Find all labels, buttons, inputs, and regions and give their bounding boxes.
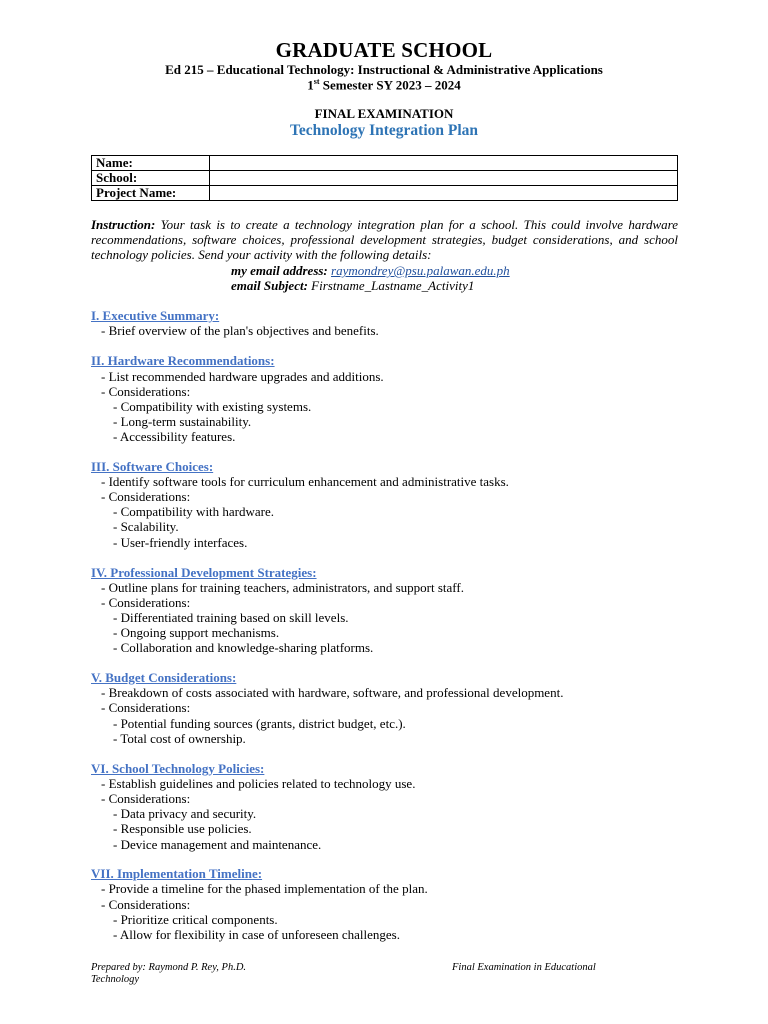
list-item: - Considerations: bbox=[101, 791, 191, 806]
list-subitem: - Responsible use policies. bbox=[113, 821, 252, 836]
list-subitem: - Scalability. bbox=[113, 519, 179, 534]
project-name-field[interactable] bbox=[210, 186, 678, 201]
name-label: Name: bbox=[92, 156, 210, 171]
subject-label: email Subject: bbox=[231, 278, 308, 293]
list-item: - Establish guidelines and policies related to technology use. bbox=[101, 776, 416, 791]
footer-exam-title-continued: Technology bbox=[91, 974, 140, 985]
info-row-name bbox=[92, 156, 678, 171]
list-subitem: - Total cost of ownership. bbox=[113, 731, 246, 746]
info-row-project bbox=[92, 186, 678, 201]
list-subitem: - Differentiated training based on skill levels. bbox=[113, 610, 349, 625]
instruction-label: Instruction: bbox=[91, 217, 156, 232]
list-item: - Considerations: bbox=[101, 595, 191, 610]
course-title: Ed 215 – Educational Technology: Instructional & Administrative Applications bbox=[165, 62, 603, 77]
list-item: - Considerations: bbox=[101, 489, 191, 504]
subject-text: Firstname_Lastname_Activity1 bbox=[307, 278, 475, 293]
exam-title: FINAL EXAMINATION bbox=[314, 106, 454, 121]
section-heading-budget: V. Budget Considerations: bbox=[91, 670, 237, 685]
section-heading-timeline: VII. Implementation Timeline: bbox=[91, 866, 263, 881]
list-subitem: - Compatibility with existing systems. bbox=[113, 399, 312, 414]
list-item: - Breakdown of costs associated with hardware, software, and professional development. bbox=[101, 685, 564, 700]
list-subitem: - User-friendly interfaces. bbox=[113, 535, 248, 550]
list-subitem: - Collaboration and knowledge-sharing platforms. bbox=[113, 640, 374, 655]
info-row-school bbox=[92, 171, 678, 186]
project-name-label: Project Name: bbox=[92, 186, 210, 201]
list-item: - Considerations: bbox=[101, 700, 191, 715]
school-field[interactable] bbox=[210, 171, 678, 186]
school-label: School: bbox=[92, 171, 210, 186]
plan-title: Technology Integration Plan bbox=[289, 122, 479, 139]
email-address-line bbox=[231, 263, 510, 278]
list-item: - Considerations: bbox=[101, 384, 191, 399]
section-heading-executive-summary: I. Executive Summary: bbox=[91, 308, 220, 323]
semester-number: 1 bbox=[307, 77, 314, 93]
section-heading-policies: VI. School Technology Policies: bbox=[91, 761, 265, 776]
list-subitem: - Ongoing support mechanisms. bbox=[113, 625, 280, 640]
email-subject-line bbox=[231, 278, 474, 293]
list-subitem: - Device management and maintenance. bbox=[113, 837, 322, 852]
section-heading-professional-development: IV. Professional Development Strategies: bbox=[91, 565, 317, 580]
info-table bbox=[91, 155, 678, 201]
section-heading-hardware: II. Hardware Recommendations: bbox=[91, 353, 275, 368]
semester-line bbox=[0, 77, 768, 93]
list-subitem: - Accessibility features. bbox=[113, 429, 236, 444]
list-item: - Identify software tools for curriculum enhancement and administrative tasks. bbox=[101, 474, 509, 489]
list-subitem: - Compatibility with hardware. bbox=[113, 504, 275, 519]
list-item: - Brief overview of the plan's objectives and benefits. bbox=[101, 323, 379, 338]
list-item: - List recommended hardware upgrades and additions. bbox=[101, 369, 384, 384]
school-title: GRADUATE SCHOOL bbox=[275, 38, 493, 62]
semester-suffix: st bbox=[313, 77, 320, 86]
name-field[interactable] bbox=[210, 156, 678, 171]
semester-text: Semester SY 2023 – 2024 bbox=[319, 77, 461, 93]
instruction-paragraph bbox=[91, 217, 678, 262]
email-label: my email address: bbox=[231, 263, 328, 278]
list-item: - Outline plans for training teachers, administrators, and support staff. bbox=[101, 580, 464, 595]
list-subitem: - Data privacy and security. bbox=[113, 806, 257, 821]
email-link[interactable]: raymondrey@psu.palawan.edu.ph bbox=[331, 263, 510, 278]
list-item: - Provide a timeline for the phased implementation of the plan. bbox=[101, 881, 428, 896]
list-subitem: - Allow for flexibility in case of unforeseen challenges. bbox=[113, 927, 400, 942]
list-item: - Considerations: bbox=[101, 897, 191, 912]
footer-prepared-by: Prepared by: Raymond P. Rey, Ph.D. bbox=[91, 962, 247, 973]
footer-exam-title: Final Examination in Educational bbox=[452, 962, 596, 973]
list-subitem: - Potential funding sources (grants, district budget, etc.). bbox=[113, 716, 406, 731]
list-subitem: - Prioritize critical components. bbox=[113, 912, 278, 927]
instruction-text: Your task is to create a technology integration plan for a school. This could involve hardware recommendations, software choices, professional development strategies, budget considerations, and school technology policies. Send your activity with the following details: bbox=[91, 217, 678, 262]
section-heading-software: III. Software Choices: bbox=[91, 459, 214, 474]
list-subitem: - Long-term sustainability. bbox=[113, 414, 252, 429]
